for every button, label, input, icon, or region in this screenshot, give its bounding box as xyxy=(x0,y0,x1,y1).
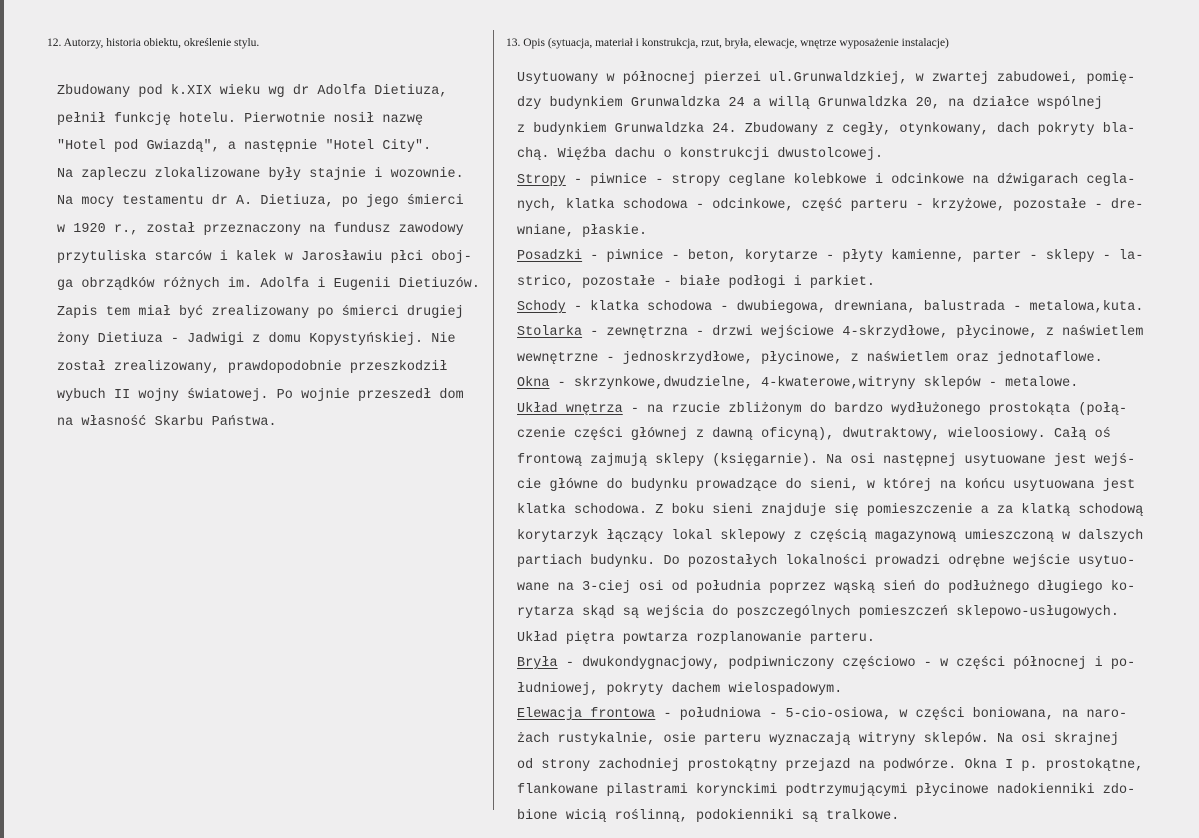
subsection-label: Elewacja frontowa xyxy=(517,706,656,722)
text-line: żony Dietiuza - Jadwigi z domu Kopystyńskiej. Nie xyxy=(57,332,456,348)
text-line xyxy=(517,142,1143,167)
text-line xyxy=(517,193,1143,218)
text-line xyxy=(517,448,1143,473)
line-text: wewnętrzne - jednoskrzydłowe, płycinowe, z naświetlem oraz jednotaflowe. xyxy=(517,350,1103,366)
subsection-label: Stropy xyxy=(517,172,566,188)
line-text: - na rzucie zbliżonym do bardzo wydłużonego prostokąta (połą- xyxy=(622,401,1128,417)
line-text: żach rustykalnie, osie parteru wyznaczają witryny sklepów. Na osi skrajnej xyxy=(517,732,1120,748)
text-line xyxy=(517,804,1143,829)
line-text: cie główne do budynku prowadzące do sieni, w której na końcu usytuowana jest xyxy=(517,478,1136,493)
text-line xyxy=(517,702,1143,727)
line-text: bione wicią roślinną, podokienniki są tralkowe. xyxy=(517,808,900,824)
section-13-header: 13. Opis (sytuacja, materiał i konstrukcja, rzut, bryła, elewacje, wnętrze wyposażenie instalacje) xyxy=(506,37,949,49)
line-text: korytarzyk łączący lokal sklepowy z częścią magazynową umieszczoną w dalszych xyxy=(517,528,1144,544)
text-line: Na zapleczu zlokalizowane były stajnie i wozownie. xyxy=(57,166,464,182)
line-text: flankowane pilastrami korynckimi podtrzymującymi płycinowe nadokienniki zdo- xyxy=(517,783,1136,799)
text-line xyxy=(517,600,1143,625)
line-text: łudniowej, pokryty dachem wielospadowym. xyxy=(517,681,843,697)
line-text: - dwukondygnacjowy, podpiwniczony częściowo - w części północnej i po- xyxy=(557,656,1136,672)
column-divider xyxy=(493,30,494,810)
line-text: partiach budynku. Do pozostałych lokalności prowadzi odrębne wejście usytuo- xyxy=(517,554,1136,570)
subsection-label: Bryła xyxy=(517,656,558,672)
text-line: "Hotel pod Gwiazdą", a następnie "Hotel City". xyxy=(57,139,432,155)
line-text: rytarza skąd są wejścia do poszczególnych pomieszczeń sklepowo-usługowych. xyxy=(517,605,1120,621)
line-text: - południowa - 5-cio-osiowa, w części boniowana, na naro- xyxy=(655,706,1128,722)
text-line: Zbudowany pod k.XIX wieku wg dr Adolfa Dietiuza, xyxy=(57,84,448,99)
line-text: wane na 3-ciej osi od południa poprzez wąską sień do podłużnego długiego ko- xyxy=(517,579,1136,595)
text-line xyxy=(517,117,1143,142)
description-text xyxy=(517,66,1143,829)
text-line xyxy=(517,371,1143,396)
text-line: został zrealizowany, prawdopodobnie przeszkodził xyxy=(57,359,448,375)
text-line: ga obrządków różnych im. Adolfa i Eugenii Dietiuzów. xyxy=(57,277,481,293)
line-text: czenie części głównej z dawną oficyną), dwutraktowy, wieloosiowy. Całą oś xyxy=(517,427,1111,443)
text-line: przytuliska starców i kalek w Jarosławiu płci oboj- xyxy=(57,249,472,265)
text-line xyxy=(517,549,1143,574)
text-line xyxy=(517,753,1143,778)
text-line: pełnił funkcję hotelu. Pierwotnie nosił nazwę xyxy=(57,111,424,127)
line-text: - klatka schodowa - dwubiegowa, drewniana, balustrada - metalowa,kuta. xyxy=(565,299,1144,315)
subsection-label: Stolarka xyxy=(517,325,583,341)
text-line xyxy=(517,219,1143,244)
text-line: wybuch II wojny światowej. Po wojnie przeszedł dom xyxy=(57,387,464,403)
text-line xyxy=(517,320,1143,345)
text-line xyxy=(517,498,1143,523)
subsection-label: Posadzki xyxy=(517,249,583,265)
text-line: w 1920 r., został przeznaczony na fundusz zawodowy xyxy=(57,221,464,237)
text-line xyxy=(517,473,1143,498)
text-line xyxy=(517,244,1143,269)
section-12-header: 12. Autorzy, historia obiektu, określenie stylu. xyxy=(47,37,260,49)
text-line xyxy=(517,524,1143,549)
text-line xyxy=(517,346,1143,371)
line-text: - piwnice - beton, korytarze - płyty kamienne, parter - sklepy - la- xyxy=(582,249,1144,265)
line-text: strico, pozostałe - białe podłogi i parkiet. xyxy=(517,274,875,290)
subsection-label: Schody xyxy=(517,299,566,315)
text-line xyxy=(517,626,1143,651)
text-line xyxy=(517,727,1143,752)
line-text: Usytuowany w północnej pierzei ul.Grunwaldzkiej, w zwartej zabudowei, pomię- xyxy=(517,71,1136,86)
text-line xyxy=(517,168,1143,193)
text-line xyxy=(517,651,1143,676)
line-text: z budynkiem Grunwaldzka 24. Zbudowany z cegły, otynkowany, dach pokryty bla- xyxy=(517,121,1136,137)
text-line xyxy=(517,295,1143,320)
subsection-label: Układ wnętrza xyxy=(517,401,623,417)
history-text xyxy=(57,78,480,437)
line-text: - zewnętrzna - drzwi wejściowe 4-skrzydłowe, płycinowe, z naświetlem xyxy=(582,325,1144,341)
line-text: nych, klatka schodowa - odcinkowe, część parteru - krzyżowe, pozostałe - dre- xyxy=(517,198,1144,214)
text-line: Zapis tem miał być zrealizowany po śmierci drugiej xyxy=(57,304,464,320)
line-text: - skrzynkowe,dwudzielne, 4-kwaterowe,witryny sklepów - metalowe. xyxy=(549,376,1079,392)
line-text: Układ piętra powtarza rozplanowanie parteru. xyxy=(517,630,875,646)
subsection-label: Okna xyxy=(517,376,550,392)
text-line xyxy=(517,422,1143,447)
text-line xyxy=(517,270,1143,295)
line-text: klatka schodowa. Z boku sieni znajduje się pomieszczenie a za klatką schodową xyxy=(517,503,1144,519)
text-line xyxy=(517,677,1143,702)
scan-edge xyxy=(0,0,4,838)
line-text: frontową zajmują sklepy (księgarnie). Na osi następnej usytuowane jest wejś- xyxy=(517,452,1136,468)
line-text: dzy budynkiem Grunwaldzka 24 a willą Grunwaldzka 20, na działce wspólnej xyxy=(517,96,1103,112)
text-line xyxy=(517,66,1143,91)
line-text: chą. Więźba dachu o konstrukcji dwustolcowej. xyxy=(517,147,884,163)
line-text: - piwnice - stropy ceglane kolebkowe i odcinkowe na dźwigarach cegla- xyxy=(565,172,1136,188)
text-line xyxy=(517,575,1143,600)
text-line xyxy=(517,397,1143,422)
line-text: od strony zachodniej prostokątny przejazd na podwórze. Okna I p. prostokątne, xyxy=(517,757,1144,773)
line-text: wniane, płaskie. xyxy=(517,223,648,239)
text-line: Na mocy testamentu dr A. Dietiuza, po jego śmierci xyxy=(57,194,464,210)
text-line: na własność Skarbu Państwa. xyxy=(57,415,277,431)
text-line xyxy=(517,91,1143,116)
text-line xyxy=(517,778,1143,803)
